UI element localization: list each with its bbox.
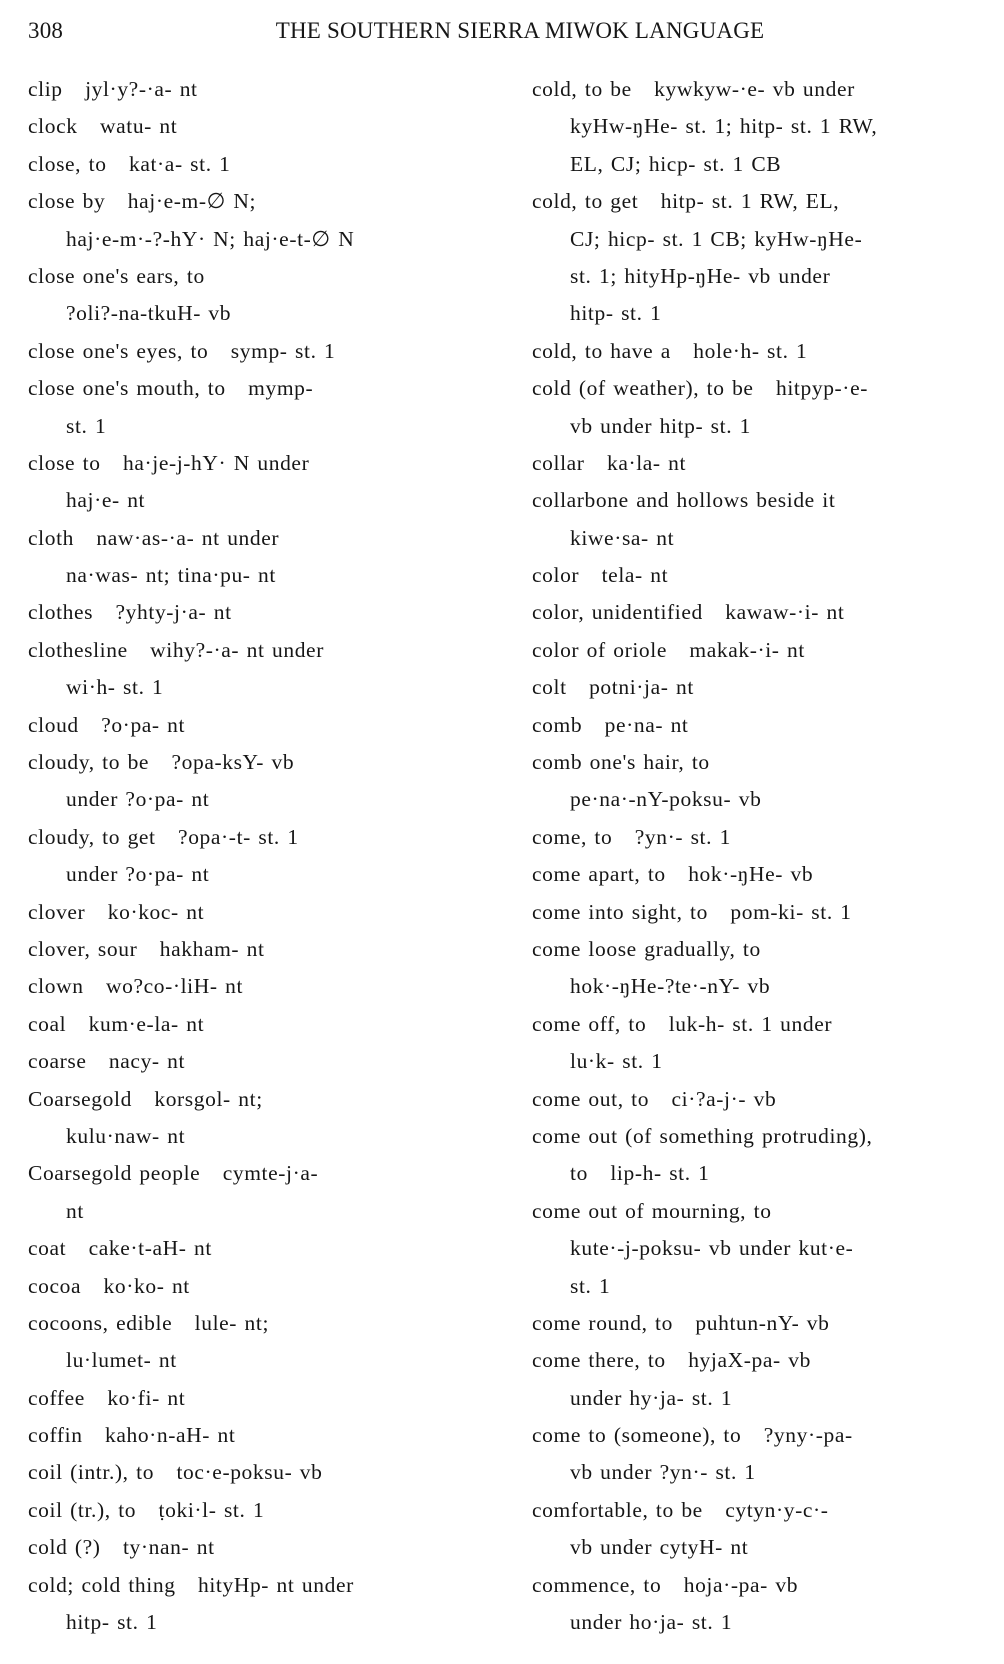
entry-continuation-line: ?oli?-na-tkuH- vb (66, 301, 232, 326)
entry-continuation-line: wi·h- st. 1 (66, 675, 164, 700)
dictionary-entry-line: cloudy, to get ?opa·-t- st. 1 (28, 824, 299, 849)
entry-continuation-line: kyHw-ŋHe- st. 1; hitp- st. 1 RW, (570, 114, 878, 139)
dictionary-entry-line: cloth naw·as-·a- nt under (28, 525, 280, 550)
dictionary-entry-line: close by haj·e-m-∅ N; (28, 189, 257, 214)
dictionary-entry-line: Coarsegold korsgol- nt; (28, 1086, 263, 1111)
dictionary-entry-line: coil (tr.), to ṭoki·l- st. 1 (28, 1497, 265, 1522)
dictionary-entry-line: cold; cold thing hityHp- nt under (28, 1572, 354, 1597)
dictionary-entry-line: comb pe·na- nt (532, 712, 689, 737)
entry-continuation-line: under ?o·pa- nt (66, 787, 210, 812)
entry-continuation-line: under ?o·pa- nt (66, 862, 210, 887)
entry-continuation-line: hok·-ŋHe-?te·-nY- vb (570, 974, 771, 999)
entry-continuation-line: lu·k- st. 1 (570, 1049, 663, 1074)
dictionary-entry-line: collarbone and hollows beside it (532, 488, 836, 513)
dictionary-entry-line: clothesline wihy?-·a- nt under (28, 637, 324, 662)
dictionary-entry-line: come out, to ci·?a-j·- vb (532, 1086, 777, 1111)
entry-continuation-line: st. 1 (570, 1273, 611, 1298)
entry-continuation-line: hitp- st. 1 (66, 1610, 158, 1635)
dictionary-entry-line: come round, to puhtun-nY- vb (532, 1310, 830, 1335)
entry-continuation-line: haj·e- nt (66, 488, 146, 513)
entry-continuation-line: vb under cytyH- nt (570, 1535, 749, 1560)
page-number: 308 (28, 18, 64, 43)
dictionary-entry-line: come into sight, to pom-ki- st. 1 (532, 899, 852, 924)
dictionary-entry-line: cold (?) ty·nan- nt (28, 1535, 215, 1560)
dictionary-entry-line: close to ha·je-j-hY· N under (28, 450, 310, 475)
dictionary-entry-line: come off, to luk-h- st. 1 under (532, 1011, 833, 1036)
dictionary-entry-line: cold, to be kywkyw-·e- vb under (532, 77, 855, 101)
dictionary-entry-line: cold, to have a hole·h- st. 1 (532, 338, 808, 363)
dictionary-entry-line: Coarsegold people cymte-j·a- (28, 1161, 319, 1186)
dictionary-entry-line: colt potni·ja- nt (532, 675, 694, 700)
dictionary-entry-line: cloud ?o·pa- nt (28, 712, 186, 737)
entry-continuation-line: pe·na·-nY-poksu- vb (570, 787, 762, 812)
entry-continuation-line: kiwe·sa- nt (570, 525, 675, 550)
dictionary-entry-line: clown wo?co-·liH- nt (28, 974, 244, 999)
entry-continuation-line: haj·e-m·-?-hY· N; haj·e-t-∅ N (66, 226, 355, 251)
dictionary-entry-line: come to (someone), to ?yny·-pa- (532, 1423, 853, 1448)
dictionary-entry-line: come out (of something protruding), (532, 1123, 873, 1148)
entry-continuation-line: vb under hitp- st. 1 (570, 413, 752, 438)
page-header (28, 18, 972, 52)
entry-continuation-line: lu·lumet- nt (66, 1348, 177, 1373)
dictionary-entry-line: come there, to hyjaX-pa- vb (532, 1348, 811, 1373)
entry-continuation-line: to lip-h- st. 1 (570, 1161, 710, 1186)
dictionary-entry-line: close one's ears, to (28, 263, 205, 288)
entry-continuation-line: st. 1; hityHp-ŋHe- vb under (570, 263, 831, 288)
entry-continuation-line: under hy·ja- st. 1 (570, 1385, 733, 1410)
dictionary-entry-line: coat cake·t-aH- nt (28, 1236, 212, 1261)
dictionary-entry-line: clip jyl·y?-·a- nt (28, 77, 198, 101)
right-column (532, 71, 987, 1641)
dictionary-entry-line: coal kum·e-la- nt (28, 1011, 205, 1036)
dictionary-entry-line: clothes ?yhty-j·a- nt (28, 600, 232, 625)
dictionary-entry-line: cold (of weather), to be hitpyp-·e- (532, 376, 868, 401)
running-title: THE SOUTHERN SIERRA MIWOK LANGUAGE (275, 18, 765, 43)
dictionary-entry-line: cold, to get hitp- st. 1 RW, EL, (532, 189, 840, 214)
dictionary-entry-line: color tela- nt (532, 563, 669, 588)
dictionary-entry-line: clover ko·koc- nt (28, 899, 205, 924)
dictionary-entry-line: close one's mouth, to mymp- (28, 376, 314, 401)
dictionary-entry-line: cocoa ko·ko- nt (28, 1273, 190, 1298)
dictionary-entry-line: come out of mourning, to (532, 1198, 772, 1223)
dictionary-entry-line: comb one's hair, to (532, 750, 710, 775)
entry-continuation-line: kulu·naw- nt (66, 1123, 186, 1148)
entry-continuation-line: na·was- nt; tina·pu- nt (66, 563, 276, 588)
dictionary-entry-line: color of oriole makak-·i- nt (532, 637, 805, 662)
dictionary-entry-line: color, unidentified kawaw-·i- nt (532, 600, 845, 625)
dictionary-entry-line: close one's eyes, to symp- st. 1 (28, 338, 336, 363)
dictionary-entry-line: comfortable, to be cytyn·y-c·- (532, 1497, 829, 1522)
dictionary-entry-line: cloudy, to be ?opa-ksY- vb (28, 750, 295, 775)
left-column (28, 71, 498, 1641)
dictionary-entry-line: clock watu- nt (28, 114, 178, 139)
dictionary-entry-line: commence, to hoja·-pa- vb (532, 1572, 799, 1597)
dictionary-entry-line: coffin kaho·n-aH- nt (28, 1423, 236, 1448)
entry-continuation-line: CJ; hicp- st. 1 CB; kyHw-ŋHe- (570, 226, 863, 251)
dictionary-entry-line: clover, sour hakham- nt (28, 936, 265, 961)
entry-continuation-line: nt (66, 1198, 84, 1223)
dictionary-entry-line: coil (intr.), to toc·e-poksu- vb (28, 1460, 323, 1485)
dictionary-entry-line: collar ka·la- nt (532, 450, 687, 475)
entry-continuation-line: under ho·ja- st. 1 (570, 1610, 733, 1635)
entry-continuation-line: st. 1 (66, 413, 107, 438)
entry-continuation-line: hitp- st. 1 (570, 301, 662, 326)
dictionary-entry-line: coarse nacy- nt (28, 1049, 186, 1074)
dictionary-entry-line: come, to ?yn·- st. 1 (532, 824, 731, 849)
dictionary-entry-line: cocoons, edible lule- nt; (28, 1310, 270, 1335)
entry-continuation-line: vb under ?yn·- st. 1 (570, 1460, 756, 1485)
dictionary-entry-line: coffee ko·fi- nt (28, 1385, 186, 1410)
dictionary-entry-line: come apart, to hok·-ŋHe- vb (532, 862, 814, 887)
entry-continuation-line: EL, CJ; hicp- st. 1 CB (570, 151, 782, 176)
dictionary-entry-line: come loose gradually, to (532, 936, 761, 961)
entry-continuation-line: kute·-j-poksu- vb under kut·e- (570, 1236, 854, 1261)
dictionary-entry-line: close, to kat·a- st. 1 (28, 151, 231, 176)
